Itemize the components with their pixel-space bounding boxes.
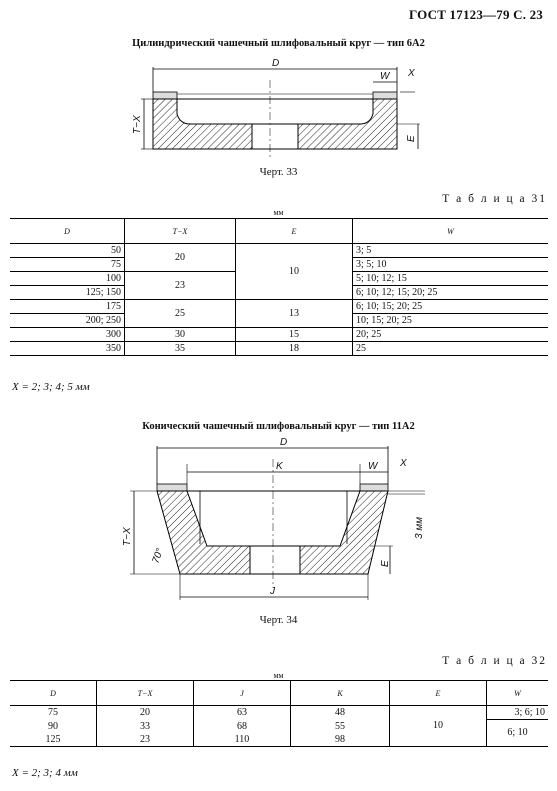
col-tx: T−X [125,219,236,244]
section-title-11a2: Конический чашечный шлифовальный круг — тип 11А2 [142,421,415,432]
cell: 6; 10; 12; 15; 20; 25 [353,286,549,300]
table-row [10,300,548,314]
section-title-6a2: Цилиндрический чашечный шлифовальный круг — тип 6А2 [132,38,425,49]
cell: 6; 10 [487,720,549,747]
caption-33: Черт. 33 [259,166,298,178]
col-d: D [10,219,125,244]
cell: 200; 250 [10,314,125,328]
note-text: X = 2; 3; 4 мм [12,767,78,779]
cell: 3; 5; 10 [353,258,549,272]
cell: 300 [10,328,125,342]
cell: 90 [10,720,97,733]
note-text: X = 2; 3; 4; 5 мм [12,381,90,393]
caption-34: Черт. 34 [259,614,298,626]
cell: 50 [10,244,125,258]
cell: 10; 15; 20; 25 [353,314,549,328]
table-32-name: Т а б л и ц а 32 [442,655,547,667]
cell: 6; 10; 15; 20; 25 [353,300,549,314]
cell: 10 [236,244,353,300]
col-e: E [236,219,353,244]
label-e: E [406,135,417,142]
cell: 23 [97,733,194,747]
cell: 13 [236,300,353,328]
cell: 33 [97,720,194,733]
note-32 [12,767,78,779]
drawing-34 [0,434,557,609]
cell: 48 [291,706,390,720]
cell: 125 [10,733,97,747]
cell: 100 [10,272,125,286]
col-w: W [487,681,549,706]
label-x2: X [400,458,407,469]
table-row [10,342,548,356]
drawing-33 [0,52,557,162]
label-j: J [270,586,275,597]
cell: 110 [194,733,291,747]
table-row [10,706,548,720]
col-e: E [390,681,487,706]
cell: 63 [194,706,291,720]
label-d: D [272,58,280,69]
label-tx: T−X [132,115,143,134]
cell: 3; 5 [356,245,372,256]
cell: 35 [125,342,236,356]
cell: 98 [291,733,390,747]
label-tx2: T−X [122,527,133,546]
col-tx: T−X [97,681,194,706]
label-3mm: 3 мм [414,516,425,539]
cell: 350 [10,342,125,356]
cell: 15 [236,328,353,342]
label-k: K [276,461,283,472]
cell: 68 [194,720,291,733]
cell: 75 [10,258,125,272]
table-row [10,328,548,342]
cell: 5; 10; 12; 15 [353,272,549,286]
cell: 25 [125,300,236,328]
cell: 20 [97,706,194,720]
label-angle: 70° [150,547,166,566]
label-w2: W [368,461,378,472]
label-e2: E [380,560,391,567]
cell: 75 [10,706,97,720]
col-j: J [194,681,291,706]
cell: 55 [291,720,390,733]
page-header: ГОСТ 17123—79 С. 23 [409,7,543,22]
table-row [10,244,548,258]
cell: 25 [353,342,549,356]
table-32-unit: мм [273,671,284,680]
cell: 30 [125,328,236,342]
cell: 20; 25 [353,328,549,342]
cell: 18 [236,342,353,356]
table-32 [10,680,548,747]
table-31-unit: мм [273,208,284,217]
cell: 23 [125,272,236,300]
col-k: K [291,681,390,706]
label-x: X [408,68,415,79]
table-31-name: Т а б л и ц а 31 [442,193,547,205]
table-31 [10,218,548,356]
cell: 20 [125,244,236,272]
note-31 [12,381,90,393]
col-d: D [10,681,97,706]
label-d2: D [280,437,288,448]
label-w: W [380,71,390,82]
cell: 125; 150 [10,286,125,300]
cell: 3; 6; 10 [514,707,545,718]
cell: 175 [10,300,125,314]
cell: 10 [390,706,487,747]
col-w: W [353,219,549,244]
